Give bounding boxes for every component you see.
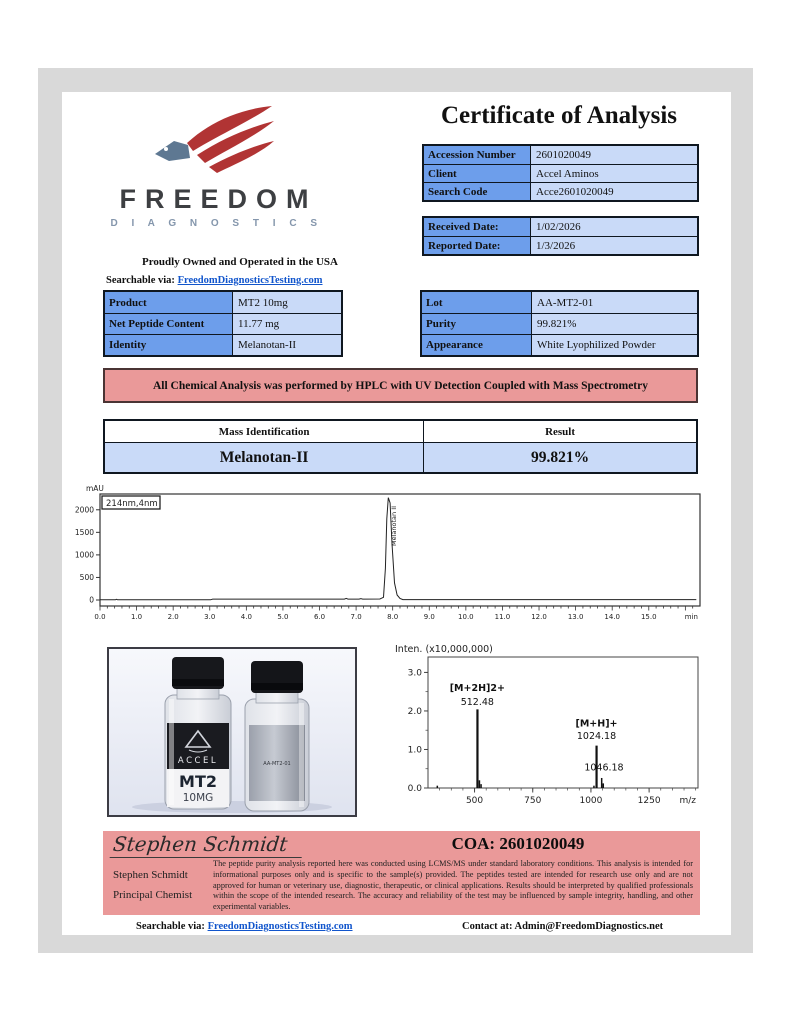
svg-text:3.0: 3.0 <box>407 668 422 679</box>
field-value: 2601020049 <box>536 149 591 161</box>
peak-label: Melanotan II <box>390 505 399 546</box>
svg-text:min: min <box>684 613 698 621</box>
purity-value: 99.821% <box>531 448 590 466</box>
hplc-chromatogram <box>72 482 704 634</box>
back-vial <box>245 661 309 811</box>
brand-subtitle: D I A G N O S T I C S <box>110 218 323 229</box>
table-row <box>422 292 697 313</box>
brand-name: FREEDOM <box>119 184 318 214</box>
svg-text:9.0: 9.0 <box>423 613 435 621</box>
column-header: Result <box>545 425 576 438</box>
svg-text:2.0: 2.0 <box>167 613 179 621</box>
searchable-link[interactable]: FreedomDiagnosticsTesting.com <box>177 275 323 286</box>
signature: Stephen Schmidt <box>110 832 305 858</box>
mass-identification-table <box>103 419 698 474</box>
searchable-label: Searchable via: <box>106 275 175 286</box>
table-row <box>105 443 696 472</box>
svg-text:500: 500 <box>465 796 484 806</box>
analysis-method-banner: All Chemical Analysis was performed by HPLC with UV Detection Coupled with Mass Spectrometry <box>103 368 698 403</box>
svg-text:1250: 1250 <box>637 796 661 806</box>
svg-text:15.0: 15.0 <box>640 613 657 621</box>
svg-text:750: 750 <box>524 796 542 806</box>
table-row <box>105 313 341 334</box>
field-label: Identity <box>105 335 233 355</box>
field-label: Accession Number <box>424 146 531 164</box>
svg-text:0.0: 0.0 <box>407 784 422 794</box>
svg-text:12.0: 12.0 <box>531 613 547 621</box>
footer-searchable-label: Searchable via: <box>136 921 205 932</box>
accession-info-table <box>422 144 699 202</box>
svg-text:10.0: 10.0 <box>458 613 474 621</box>
svg-text:1500: 1500 <box>74 527 94 537</box>
certificate-sheet <box>62 92 731 935</box>
svg-text:7.0: 7.0 <box>350 613 362 621</box>
vials-illustration <box>109 649 355 815</box>
field-label: Appearance <box>422 335 532 355</box>
product-table <box>103 290 343 357</box>
svg-text:Inten. (x10,000,000): Inten. (x10,000,000) <box>395 644 493 655</box>
coa-number: COA: 2601020049 <box>451 834 585 853</box>
field-label: Net Peptide Content <box>105 314 233 334</box>
dates-table <box>422 216 699 256</box>
field-label: Lot <box>422 292 532 313</box>
column-header: Mass Identification <box>105 421 424 442</box>
eagle-logo-icon <box>153 106 275 178</box>
vial-brand-label: ACCEL <box>177 756 219 766</box>
table-row <box>105 292 341 313</box>
svg-text:0.0: 0.0 <box>94 613 106 621</box>
chemist-name: Stephen Schmidt <box>113 869 188 881</box>
field-value: 99.821% <box>537 318 577 330</box>
mass-spectrum <box>392 641 706 815</box>
svg-text:13.0: 13.0 <box>567 613 584 621</box>
scan-frame <box>38 68 753 953</box>
spectrum-annotation: 512.48 <box>460 696 494 708</box>
svg-text:m/z: m/z <box>679 796 696 806</box>
field-label: Received Date: <box>424 218 531 236</box>
footer-contact: Contact at: Admin@FreedomDiagnostics.net <box>462 921 664 932</box>
footer-searchable <box>136 921 353 932</box>
product-vial-photo <box>107 647 357 817</box>
table-row <box>424 218 697 236</box>
svg-text:1.0: 1.0 <box>407 745 422 756</box>
svg-text:1.0: 1.0 <box>131 613 143 621</box>
svg-text:214nm,4nm: 214nm,4nm <box>106 499 158 509</box>
field-label: Search Code <box>424 183 531 200</box>
spectrum-annotation: 1046.18 <box>584 762 624 774</box>
svg-text:5.0: 5.0 <box>277 613 289 621</box>
lot-table <box>420 290 699 357</box>
svg-text:6.0: 6.0 <box>313 613 326 621</box>
svg-text:8.0: 8.0 <box>387 613 399 621</box>
svg-text:2.0: 2.0 <box>407 706 422 717</box>
field-value: Acce2601020049 <box>536 185 614 198</box>
table-row <box>424 164 697 182</box>
field-label: Reported Date: <box>424 237 531 254</box>
table-row <box>424 146 697 164</box>
svg-text:2000: 2000 <box>74 505 94 515</box>
svg-text:mAU: mAU <box>86 484 104 493</box>
table-header-row <box>105 421 696 443</box>
footer-searchable-link[interactable]: FreedomDiagnosticsTesting.com <box>207 921 353 932</box>
company-logo <box>98 106 330 229</box>
chemist-title: Principal Chemist <box>113 889 193 901</box>
svg-text:0: 0 <box>89 595 94 605</box>
svg-text:14.0: 14.0 <box>604 613 620 621</box>
usa-tagline: Proudly Owned and Operated in the USA <box>142 256 338 268</box>
table-row <box>422 334 697 355</box>
disclaimer-text: The peptide purity analysis reported here was conducted using LCMS/MS under standard laboratory conditions. This analysis is intended for informational purposes only and is specific to the sample(s) provided. The peptides tested are intended for research use only and are not approved for human or veterinary use, diagnostic, therapeutic, or clinical applications. Results should be interpreted by qualified professionals within the scope of the intended research. The accuracy and reliability of the test may be influenced by sample integrity, handling, and other experimental variables. <box>213 859 693 912</box>
svg-text:3.0: 3.0 <box>204 613 216 621</box>
field-value: White Lyophilized Powder <box>537 339 656 351</box>
svg-text:4.0: 4.0 <box>240 613 252 621</box>
table-row <box>422 313 697 334</box>
page-title: Certificate of Analysis <box>440 102 678 129</box>
svg-text:1000: 1000 <box>579 796 603 806</box>
spectrum-annotation: [M+H]+ <box>575 718 618 730</box>
searchable-via-top <box>106 275 323 286</box>
spectrum-annotation: 1024.18 <box>576 731 617 743</box>
field-value: Accel Aminos <box>536 167 599 180</box>
table-row <box>105 334 341 355</box>
field-value: 1/02/2026 <box>536 221 581 233</box>
field-value: AA-MT2-01 <box>537 296 594 309</box>
field-value: MT2 10mg <box>238 296 288 309</box>
field-value: Melanotan-II <box>238 339 297 351</box>
field-label: Purity <box>422 314 532 334</box>
table-row <box>424 182 697 200</box>
svg-text:1000: 1000 <box>74 550 94 560</box>
vial-product-label: MT2 <box>179 772 217 791</box>
front-vial <box>165 657 231 809</box>
svg-text:500: 500 <box>79 572 94 582</box>
vial-lot-label: AA-MT2-01 <box>263 761 291 767</box>
field-label: Client <box>424 165 531 182</box>
field-label: Product <box>105 292 233 313</box>
svg-text:11.0: 11.0 <box>494 613 511 621</box>
signoff-panel <box>103 831 700 915</box>
spectrum-annotation: [M+2H]2+ <box>449 682 505 694</box>
table-row <box>424 236 697 254</box>
vial-dose-label: 10MG <box>182 792 214 804</box>
field-value: 1/3/2026 <box>536 239 576 252</box>
identity-value: Melanotan-II <box>105 443 424 472</box>
field-value: 11.77 mg <box>238 318 280 330</box>
